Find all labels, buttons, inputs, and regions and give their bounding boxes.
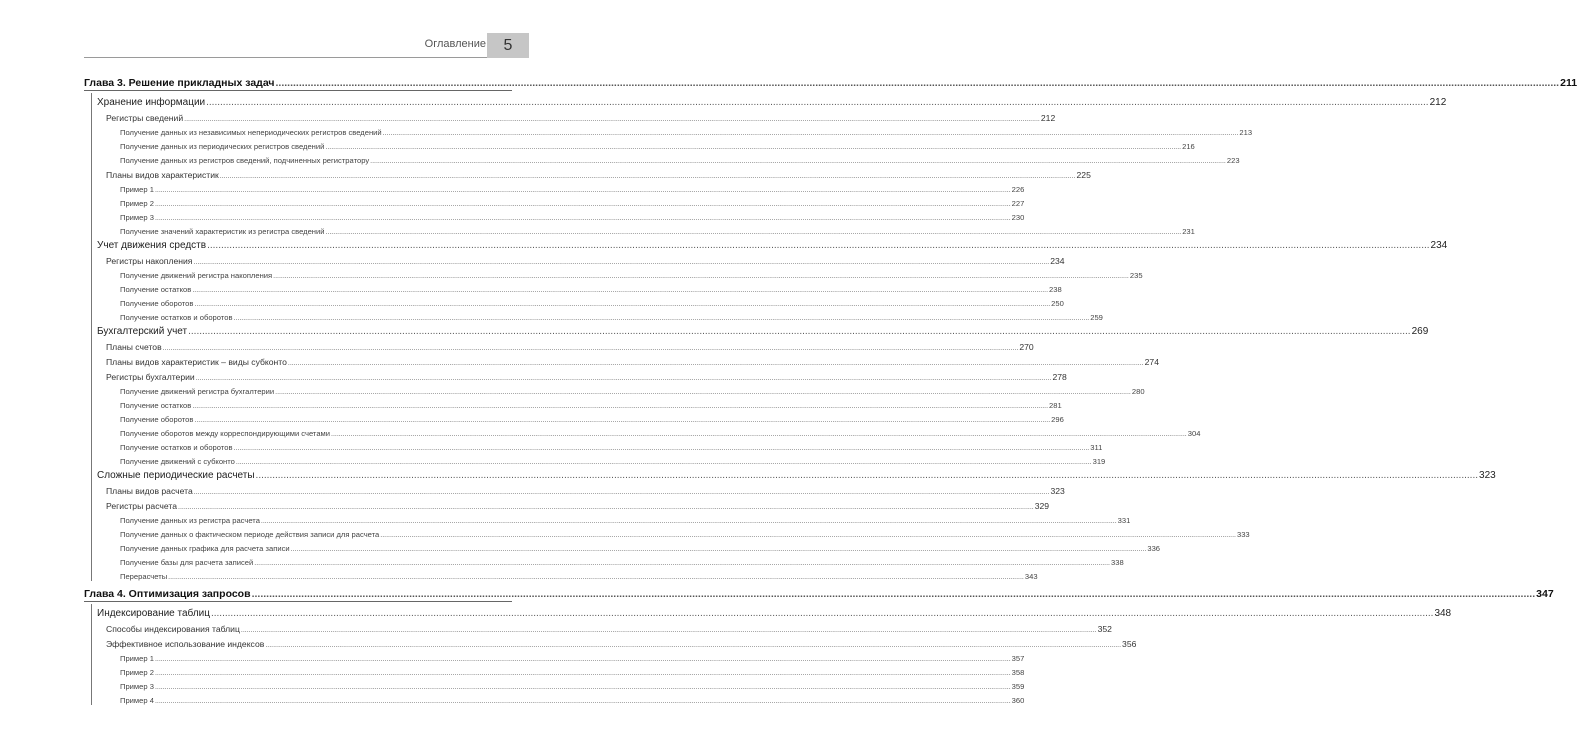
dot-leader [383, 130, 1239, 137]
entry-page: 212 [1040, 113, 1056, 123]
toc-subsection-entry[interactable] [92, 367, 1067, 382]
toc-section-entry[interactable] [92, 236, 1448, 251]
entry-title: Пример 3 [120, 682, 154, 691]
toc-subsection-entry[interactable] [92, 481, 1065, 496]
page-number-box [487, 33, 529, 58]
entry-title: Получение данных графика для расчета записи [120, 544, 290, 553]
entry-title: Хранение информации [97, 97, 206, 108]
entry-page: 280 [1131, 387, 1145, 396]
entry-page: 278 [1052, 372, 1067, 382]
entry-page: 323 [1050, 486, 1065, 496]
entry-page: 333 [1236, 530, 1250, 539]
toc-topic-entry[interactable] [92, 452, 1106, 466]
entry-page: 359 [1011, 682, 1025, 691]
dot-leader [168, 574, 1024, 581]
dot-leader [220, 173, 1076, 180]
chapter-page: 347 [1536, 588, 1554, 600]
toc-topic-entry[interactable] [92, 663, 1025, 677]
chapter-entries [91, 604, 1452, 705]
toc-subsection-entry[interactable] [92, 619, 1112, 634]
toc-topic-entry[interactable] [92, 553, 1124, 567]
table-of-contents [84, 70, 1577, 705]
entry-title: Сложные периодические расчеты [97, 470, 255, 481]
toc-topic-entry[interactable] [92, 539, 1161, 553]
entry-page: 352 [1097, 624, 1112, 634]
dot-leader [163, 345, 1019, 352]
toc-section-entry[interactable] [92, 322, 1429, 337]
dot-leader [211, 608, 1433, 619]
entry-title: Получение данных из независимых непериодических регистров сведений [120, 128, 382, 137]
dot-leader [155, 670, 1011, 677]
entry-page: 336 [1147, 544, 1161, 553]
entry-page: 348 [1434, 608, 1452, 619]
entry-title: Получение движений регистра накопления [120, 271, 273, 280]
toc-subsection-entry[interactable] [92, 337, 1034, 352]
entry-title: Получение остатков и оборотов [120, 313, 233, 322]
toc-topic-entry[interactable] [92, 396, 1062, 410]
entry-title: Регистры сведений [106, 113, 184, 123]
toc-section-entry[interactable] [92, 604, 1452, 619]
toc-topic-entry[interactable] [92, 222, 1195, 236]
entry-page: 227 [1011, 199, 1025, 208]
entry-title: Получение данных из периодических регистров сведений [120, 142, 325, 151]
dot-leader [155, 187, 1011, 194]
dot-leader [193, 259, 1049, 266]
dot-leader [155, 201, 1011, 208]
dot-leader [241, 627, 1097, 634]
dot-leader [370, 158, 1226, 165]
dot-leader [273, 273, 1129, 280]
entry-title: Пример 3 [120, 213, 154, 222]
entry-page: 304 [1187, 429, 1201, 438]
dot-leader [275, 389, 1131, 396]
entry-page: 250 [1051, 299, 1064, 308]
entry-page: 226 [1011, 185, 1025, 194]
toc-topic-entry[interactable] [92, 208, 1025, 222]
entry-title: Получение движений регистра бухгалтерии [120, 387, 275, 396]
dot-leader [196, 375, 1052, 382]
dot-leader [331, 431, 1187, 438]
toc-subsection-entry[interactable] [92, 108, 1056, 123]
entry-title: Планы видов характеристик – виды субконто [106, 357, 287, 367]
entry-page: 358 [1011, 668, 1025, 677]
entry-title: Планы видов расчета [106, 486, 193, 496]
entry-page: 356 [1122, 639, 1137, 649]
entry-title: Получение базы для расчета записей [120, 558, 254, 567]
entry-title: Получение остатков и оборотов [120, 443, 233, 452]
toc-subsection-entry[interactable] [92, 634, 1137, 649]
header-rule [84, 57, 512, 58]
chapter-divider [84, 601, 512, 602]
entry-page: 281 [1049, 401, 1062, 410]
toc-topic-entry[interactable] [92, 194, 1025, 208]
page-number: 5 [503, 36, 513, 54]
dot-leader [207, 240, 1429, 251]
toc-topic-entry[interactable] [92, 525, 1250, 539]
dot-leader [155, 684, 1011, 691]
toc-topic-entry[interactable] [92, 438, 1103, 452]
entry-title: Получение движений с субконто [120, 457, 235, 466]
entry-title: Пример 4 [120, 696, 154, 705]
entry-title: Получение оборотов [120, 299, 194, 308]
toc-section-entry[interactable] [92, 93, 1447, 108]
entry-title: Получение остатков [120, 285, 192, 294]
entry-page: 270 [1019, 342, 1034, 352]
dot-leader [234, 445, 1090, 452]
entry-page: 234 [1050, 256, 1065, 266]
toc-topic-entry[interactable] [92, 567, 1038, 581]
dot-leader [256, 470, 1478, 481]
toc-topic-entry[interactable] [92, 123, 1253, 137]
entry-title: Пример 1 [120, 654, 154, 663]
entry-page: 259 [1090, 313, 1103, 322]
dot-leader [254, 560, 1110, 567]
dot-leader [236, 459, 1092, 466]
toc-topic-entry[interactable] [92, 677, 1025, 691]
entry-page: 343 [1024, 572, 1038, 581]
entry-title: Регистры расчета [106, 501, 177, 511]
dot-leader [178, 504, 1034, 511]
entry-page: 235 [1129, 271, 1143, 280]
toc-topic-entry[interactable] [92, 180, 1025, 194]
dot-leader [252, 588, 1536, 600]
entry-page: 357 [1011, 654, 1025, 663]
dot-leader [265, 642, 1121, 649]
entry-page: 225 [1076, 170, 1091, 180]
entry-page: 269 [1411, 326, 1429, 337]
toc-topic-entry[interactable] [92, 511, 1131, 525]
entry-title: Бухгалтерский учет [97, 326, 188, 337]
dot-leader [192, 287, 1048, 294]
entry-page: 323 [1479, 470, 1496, 481]
dot-leader [325, 229, 1181, 236]
toc-subsection-entry[interactable] [92, 251, 1065, 266]
toc-section-entry[interactable] [92, 466, 1496, 481]
entry-title: Регистры накопления [106, 256, 193, 266]
entry-title: Пример 2 [120, 199, 154, 208]
entry-title: Пример 1 [120, 185, 154, 194]
toc-topic-entry[interactable] [92, 280, 1062, 294]
toc-chapter-entry[interactable] [84, 583, 1554, 600]
entry-page: 223 [1226, 156, 1240, 165]
dot-leader [206, 97, 1428, 108]
toc-topic-entry[interactable] [92, 382, 1145, 396]
chapter-title: Глава 4. Оптимизация запросов [84, 588, 251, 600]
entry-title: Индексирование таблиц [97, 608, 210, 619]
entry-title: Эффективное использование индексов [106, 639, 265, 649]
toc-topic-entry[interactable] [92, 294, 1064, 308]
entry-title: Способы индексирования таблиц [106, 624, 240, 634]
entry-page: 311 [1090, 443, 1103, 452]
dot-leader [155, 656, 1011, 663]
entry-title: Получение оборотов [120, 415, 194, 424]
dot-leader [184, 116, 1040, 123]
toc-topic-entry[interactable] [92, 410, 1064, 424]
toc-topic-entry[interactable] [92, 424, 1201, 438]
dot-leader [380, 532, 1236, 539]
entry-title: Планы счетов [106, 342, 162, 352]
entry-title: Регистры бухгалтерии [106, 372, 195, 382]
dot-leader [261, 518, 1117, 525]
entry-page: 360 [1011, 696, 1025, 705]
toc-topic-entry[interactable] [92, 151, 1240, 165]
entry-page: 331 [1117, 516, 1131, 525]
toc-topic-entry[interactable] [92, 266, 1143, 280]
toc-subsection-entry[interactable] [92, 165, 1091, 180]
entry-page: 296 [1051, 415, 1064, 424]
chapter-title: Глава 3. Решение прикладных задач [84, 77, 275, 89]
entry-page: 212 [1429, 97, 1447, 108]
entry-title: Получение значений характеристик из регистра сведений [120, 227, 325, 236]
entry-title: Учет движения средств [97, 240, 207, 251]
toc-topic-entry[interactable] [92, 691, 1025, 705]
toc-topic-entry[interactable] [92, 308, 1103, 322]
entry-page: 329 [1034, 501, 1050, 511]
entry-title: Получение остатков [120, 401, 192, 410]
running-header-title: Оглавление [424, 38, 486, 50]
dot-leader [325, 144, 1181, 151]
entry-page: 238 [1049, 285, 1062, 294]
toc-topic-entry[interactable] [92, 137, 1195, 151]
entry-page: 231 [1182, 227, 1195, 236]
entry-title: Пример 2 [120, 668, 154, 677]
toc-subsection-entry[interactable] [92, 352, 1159, 367]
entry-title: Получение данных из регистра расчета [120, 516, 260, 525]
entry-page: 213 [1239, 128, 1253, 137]
chapter-entries [91, 93, 1496, 581]
entry-page: 338 [1111, 558, 1124, 567]
entry-page: 234 [1430, 240, 1448, 251]
entry-title: Получение данных из регистров сведений, подчиненных регистратору [120, 156, 370, 165]
dot-leader [194, 489, 1050, 496]
entry-page: 319 [1092, 457, 1106, 466]
dot-leader [194, 301, 1050, 308]
entry-page: 274 [1144, 357, 1159, 367]
dot-leader [188, 326, 1410, 337]
dot-leader [288, 360, 1144, 367]
toc-subsection-entry[interactable] [92, 496, 1050, 511]
toc-chapter-entry[interactable] [84, 72, 1577, 89]
chapter-page: 211 [1560, 77, 1577, 89]
dot-leader [291, 546, 1147, 553]
entry-title: Планы видов характеристик [106, 170, 219, 180]
dot-leader [155, 698, 1011, 705]
dot-leader [234, 315, 1090, 322]
entry-title: Получение оборотов между корреспондирующими счетами [120, 429, 331, 438]
entry-page: 230 [1011, 213, 1025, 222]
chapter-divider [84, 90, 512, 91]
dot-leader [192, 403, 1048, 410]
entry-title: Получение данных о фактическом периоде действия записи для расчета [120, 530, 380, 539]
entry-title: Перерасчеты [120, 572, 168, 581]
dot-leader [276, 77, 1560, 89]
toc-topic-entry[interactable] [92, 649, 1025, 663]
dot-leader [155, 215, 1011, 222]
entry-page: 216 [1182, 142, 1195, 151]
dot-leader [194, 417, 1050, 424]
